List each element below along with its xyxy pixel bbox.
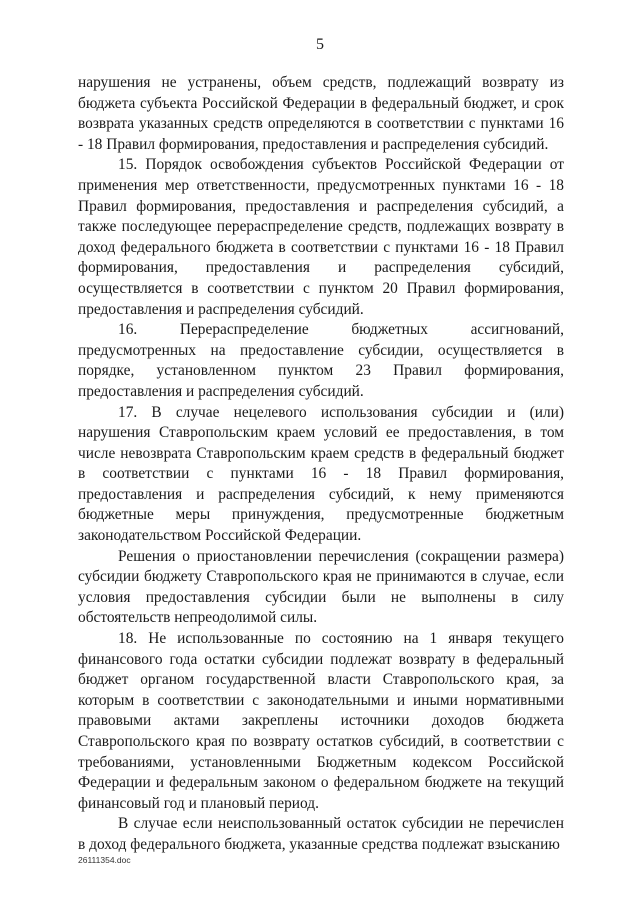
paragraph-item-17: 17. В случае нецелевого использования субсидии и (или) нарушения Ставропольским краем условий ее предоставления, в том числе невозврата Ставропольским краем средств в федеральный бюджет в соответствии с пунктами 16 - 18 Правил формирования, предоставления и распределения субсидий, к нему применяются бюджетные меры принуждения, предусмотренные бюджетным законодательством Российской Федерации.: [78, 403, 564, 545]
paragraph-suspension-decisions: Решения о приостановлении перечисления (сокращении размера) субсидии бюджету Ставропольского края не принимаются в случае, если условия предоставления субсидии были не выполнены в силу обстоятельств непреодолимой силы.: [78, 547, 564, 627]
footer-file-name: 26111354.doc: [78, 855, 131, 865]
paragraph-item-15: 15. Порядок освобождения субъектов Российской Федерации от применения мер ответственности, предусмотренных пунктами 16 - 18 Правил формирования, предоставления и распределения субсидий, а также последующее перераспределение средств, подлежащих возврату в доход федерального бюджета в соответствии с пунктами 16 - 18 Правил формирования, предоставления и распределения субсидий, осуществляется в соответствии с пунктом 20 Правил формирования, предоставления и распределения субсидий.: [78, 156, 564, 318]
paragraph-unused-balance: В случае если неиспользованный остаток субсидии не перечислен в доход федерального бюджета, указанные средства подлежат взысканию: [78, 815, 564, 853]
paragraph-item-16: 16. Перераспределение бюджетных ассигнований, предусмотренных на предоставление субсидии, осуществляется в порядке, установленном пунктом 23 Правил формирования, предоставления и распределения субсидий.: [78, 321, 564, 400]
paragraph-item-18: 18. Не использованные по состоянию на 1 января текущего финансового года остатки субсидии подлежат возврату в федеральный бюджет органом государственной власти Ставропольского края, за которым в соответствии с законодательными и иными нормативными правовыми актами закреплены источники доходов бюджета Ставропольского края по возврату остатков субсидий, в соответствии с требованиями, установленными Бюджетным кодексом Российской Федерации и федеральным законом о федеральном бюджете на текущий финансовый год и плановый период.: [78, 630, 564, 812]
document-body: [78, 73, 564, 856]
page-number: 5: [316, 36, 324, 53]
paragraph-continuation: нарушения не устранены, объем средств, подлежащий возврату из бюджета субъекта Российской Федерации в федеральный бюджет, и срок возврата указанных средств определяются в соответствии с пунктами 16 - 18 Правил формирования, предоставления и распределения субсидий.: [78, 74, 564, 153]
